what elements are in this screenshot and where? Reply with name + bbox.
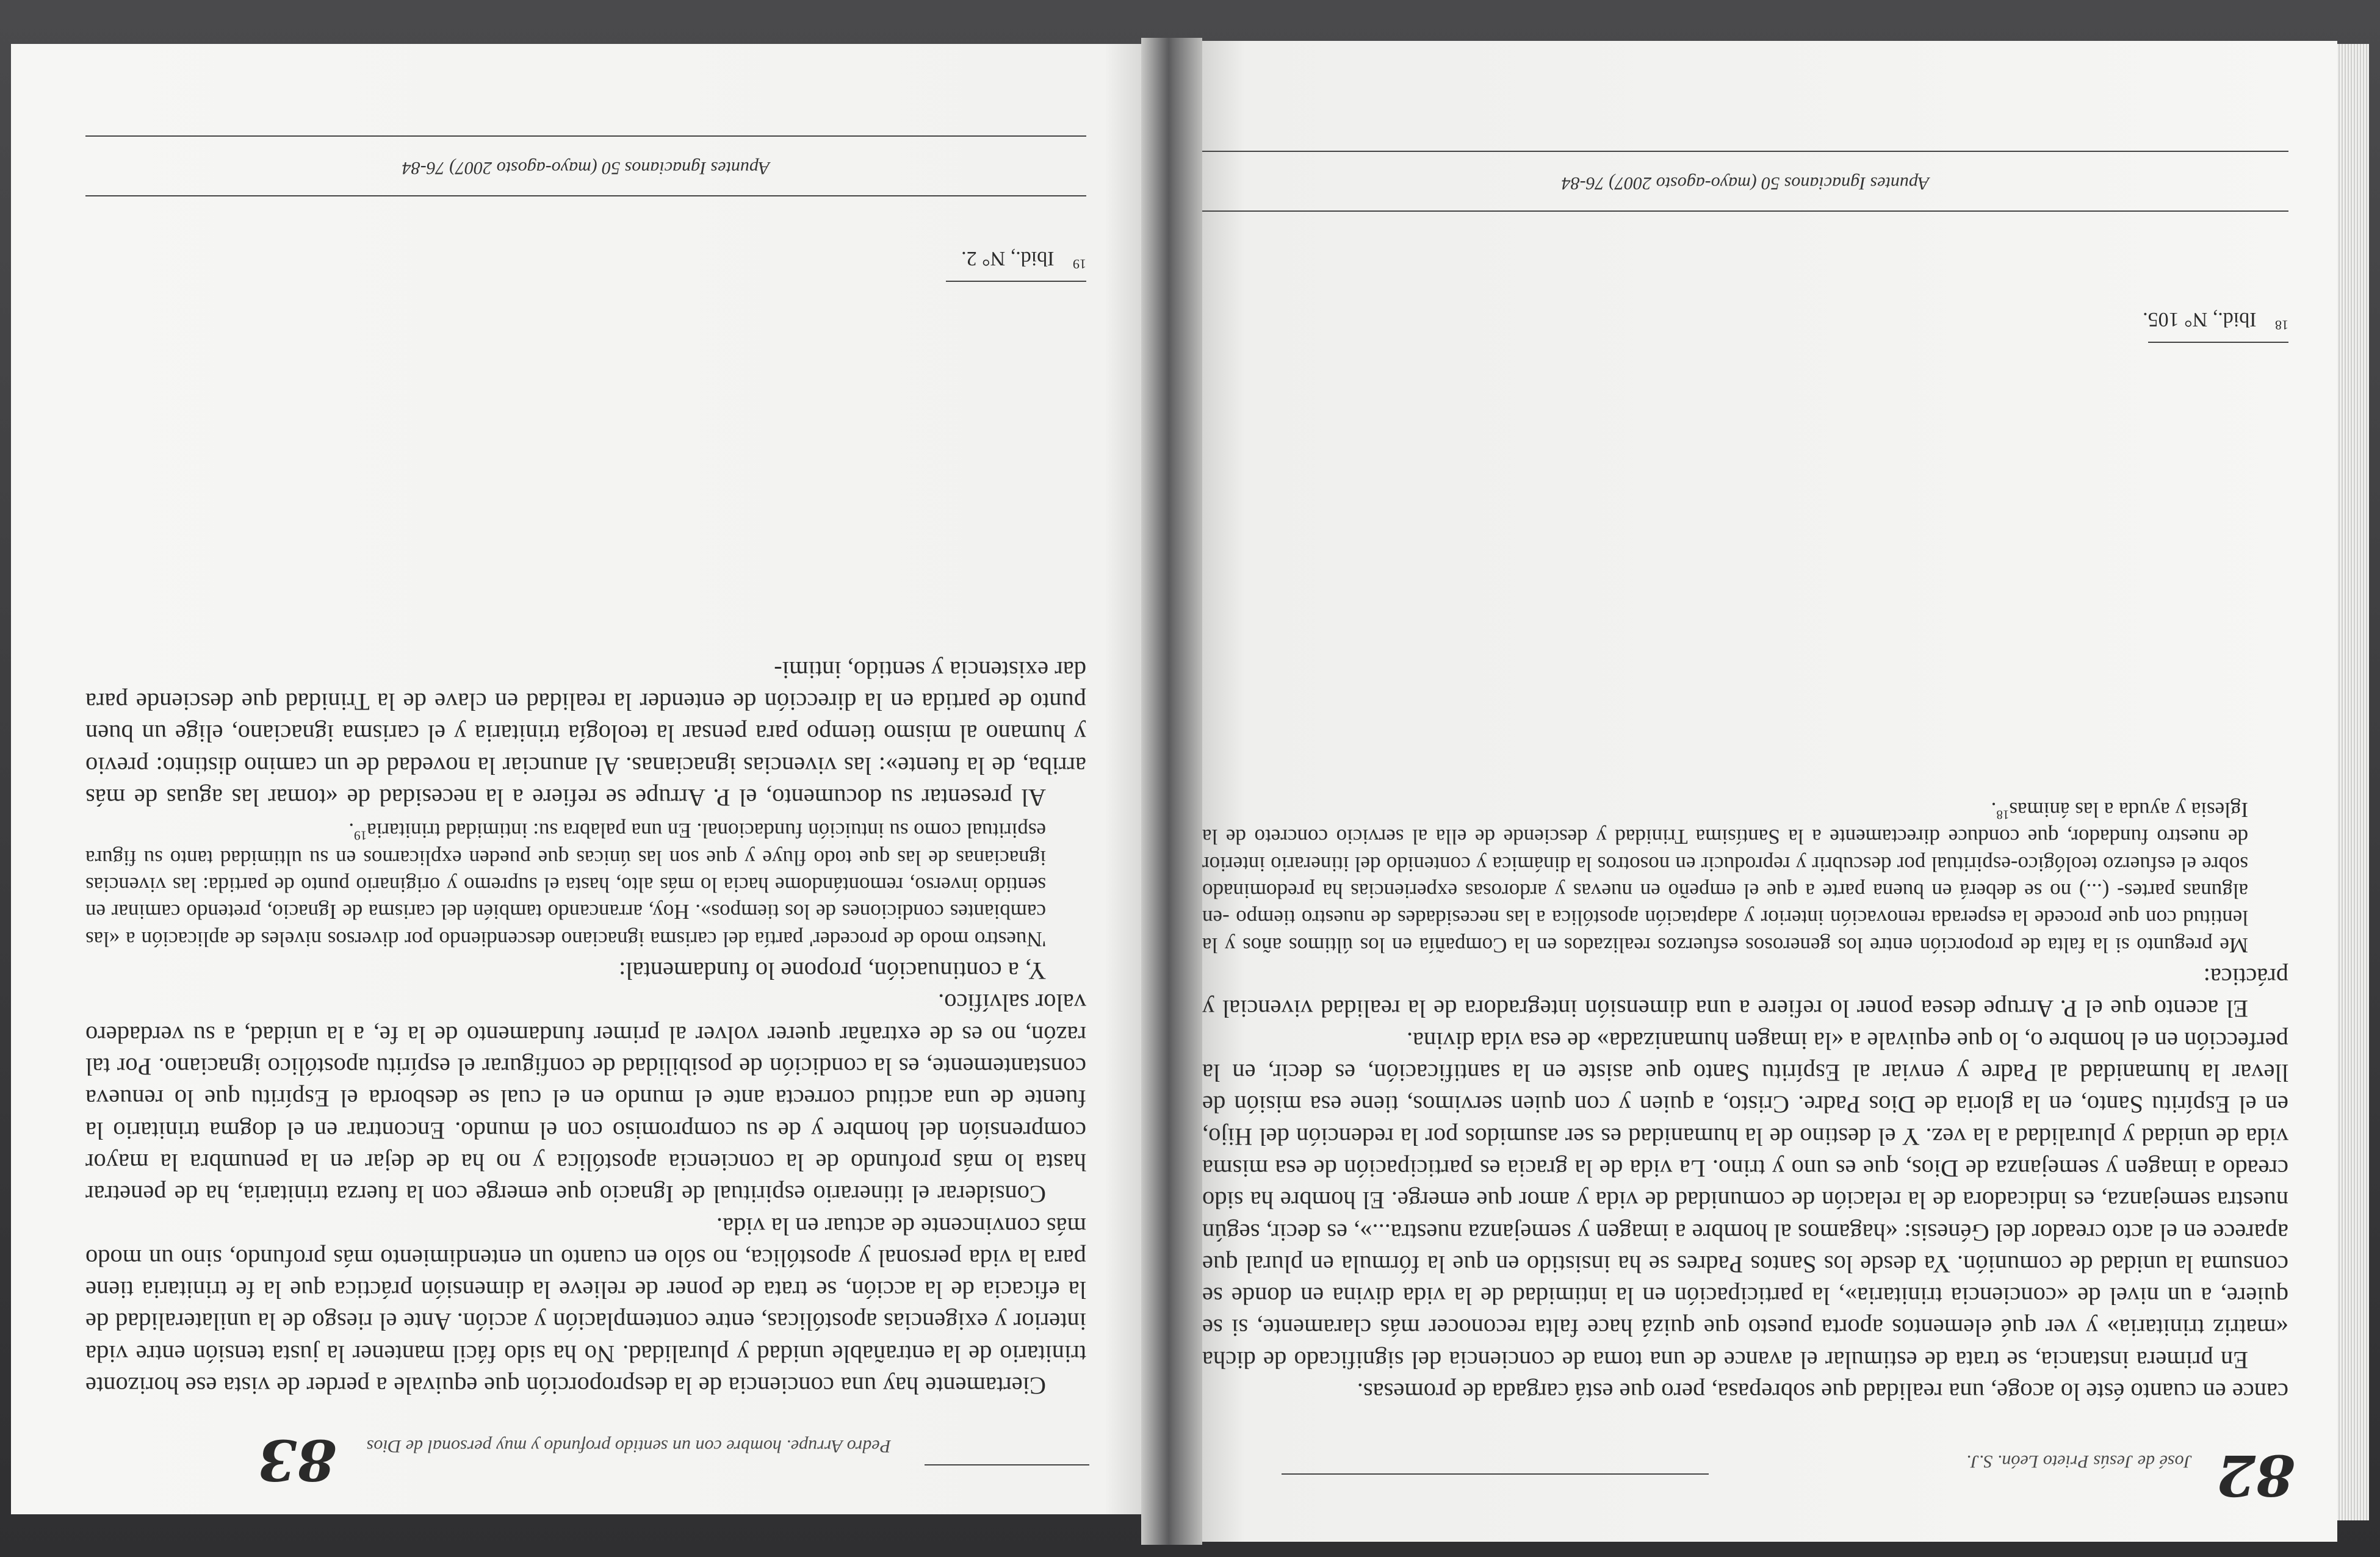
paragraph-text: Al presentar su documento, el P. Arrupe se refiere a la necesidad de «tomar las aguas de más arriba, de la fuente»: las vivencias ignacianas. Al anunciar la novedad de un camino distinto: previo y humano al mismo tiempo para pensar la teología trinitaria y el carisma ignaciano, elige un buen punto de partida en la dirección de entender la realidad en clave de la Trinidad que desciende para dar existencia y sentido, intimi- — [85, 656, 1086, 811]
footer-rule-bottom — [85, 135, 1086, 137]
page-82-body — [1202, 792, 2288, 1408]
header-rule — [925, 1464, 1089, 1465]
paragraph — [1202, 1376, 2288, 1408]
block-quote: 'Nuestro modo de proceder' partía del carisma ignaciano descendiendo por diversos niveles de aplicación a «las cambiantes condiciones de los tiempos». Hoy, arrancando también del carisma de Ignacio, pretendo caminar en sentido inverso, remontándome hacia lo más alto, hasta el supremo y originario punto de partida: las vivencias ignacianas de las que todo fluye y que son las únicas que pueden explicarnos en su ultimidad tanto su figura espiritual como su intuición fundacional. En una palabra su: intimidad trinitaria$^{19}$. — [85, 819, 1046, 951]
page-83 — [11, 44, 1141, 1514]
paragraph — [85, 987, 1086, 1210]
paragraph — [85, 653, 1086, 813]
paragraph-text: Y, a continuación, propone lo fundamental: — [619, 957, 1046, 985]
footnote-text: Ibid., N° 105. — [2143, 308, 2257, 331]
footnote-mark: 18 — [2275, 317, 2288, 333]
footnote-reference: 18 — [1996, 807, 2010, 822]
footer-rule-top — [1202, 210, 2288, 212]
header-rule — [1282, 1473, 1709, 1475]
page-number: 83 — [258, 1427, 336, 1493]
footnote-rule — [946, 281, 1086, 282]
running-head: Pedro Arrupe. hombre con un sentido profundo y muy personal de Dios — [366, 1436, 891, 1456]
page-83-header — [258, 1427, 1092, 1493]
footer-text: Apuntes Ignacianos 50 (mayo-agosto 2007) 76-84 — [1561, 173, 1930, 193]
footnote-rule — [2148, 342, 2288, 343]
paragraph-text: Considerar el itinerario espiritual de Ignacio que emerge con la fuerza trinitaria, ha de penetrar hasta lo más profundo de la conciencia apostólica y no ha de dejar en la penumbra la mayor comprensión del hombre y de su compromiso con el mundo. Encontrar en el dogma trinitario la fuente de una actitud correcta ante el mundo en el cual se desborda el Espíritu que lo renueva constantemente, es la condición de posibilidad de configurar el espíritu apostólico ignaciano. Por tal razón, no es de extrañar querer volver al primer fundamento de la fe, a la unidad, a su verdadero valor salvífico. — [85, 989, 1086, 1209]
page-edges — [2332, 44, 2369, 1520]
footer-rule-top — [85, 195, 1086, 196]
running-head: José de Jesús Prieto León. S.J. — [1966, 1451, 2192, 1472]
paragraph-text: Me pregunto si la falta de proporción entre los generosos esfuerzos realizados en la Compañía en los últimos años y la lentitud con que procede la esperada renovación interior y adaptación apostólica a las necesidades de nuestro tiempo -en algunas partes- (...) no se deberá en buena parte a que el empeño en nuevas y ardorosas experiencias ha predominado sobre el esfuerzo teológico-espiritual por descubrir y reproducir en nosotros la dinámica y contenido del itinerario interior de nuestro fundador, que conduce directamente a la Santísima Trinidad y desciende de ella al servicio concreto de la Iglesia y ayuda a las ánimas — [1202, 797, 2248, 957]
paragraph — [85, 1210, 1086, 1401]
paragraph-text: Ciertamente hay una conciencia de la desproporción que equivale a perder de vista ese horizonte trinitario de la entrañable unidad y pluralidad. No ha sido fácil mantener la justa tensión entre vida interior y exigencias apostólicas, entre contemplación y acción. Ante el riesgo de la unilateralidad de la eficacia de la acción, se trata de poner de relieve la dimensión práctica que la fe trinitaria tiene para la vida personal y apostólica, no sólo en cuanto un entendimiento más profundo, sino un modo más convincente de actuar en la vida. — [85, 1212, 1086, 1400]
footer-rule-bottom — [1202, 151, 2288, 152]
paragraph-text: 'Nuestro modo de proceder' partía del carisma ignaciano descendiendo por diversos niveles de aplicación a «las cambiantes condiciones de los tiempos». Hoy, arrancando también del carisma de Ignacio, pretendo caminar en sentido inverso, remontándome hacia lo más alto, hasta el supremo y originario punto de partida: las vivencias ignacianas de las que todo fluye y que son las únicas que pueden explicarnos en su ultimidad tanto su figura espiritual como su intuición fundacional. En una palabra su: intimidad trinitaria — [85, 819, 1046, 951]
page-83-body — [85, 653, 1086, 1401]
footnote-reference: 19 — [354, 828, 367, 843]
paragraph-text: El acento que el P. Arrupe desea poner lo refiere a una dimensión integradora de la realidad vivencial y práctica: — [1202, 963, 2288, 1023]
page-82-header — [1966, 1442, 2295, 1508]
page-number: 82 — [2216, 1442, 2295, 1508]
footnote-mark: 19 — [1073, 256, 1086, 272]
paragraph — [1202, 1024, 2288, 1375]
footnote-18 — [2143, 307, 2288, 331]
paragraph — [85, 955, 1086, 987]
paragraph-text: En primera instancia, se trata de estimular el avance de una toma de conciencia del significado de dicha «matriz trinitaria» y ver qué elementos aporta puesto que quizá hace falta reconocer más claramente, si se quiere, a un nivel de «conciencia trinitaria», la participación en la intimidad de la vida divina en donde se consuma la unidad de comunión. Ya desde los Santos Padres se ha insistido en que la fórmula en plural que aparece en el acto creador del Génesis: «hagamos al hombre a imagen y semejanza nuestra...», es decir, según nuestra semejanza, es indicadora de la relación de comunidad de vida y amor que emerge. El hombre ha sido creado a imagen y semejanza de Dios, que es uno y trino. La vida de la gracia es participación de esa misma vida de unidad y pluralidad a la vez. Y el destino de la humanidad es ser asumidos por la redención del Hijo, en el Espíritu Santo, en la gloria de Dios Padre. Cristo, a quien y con quien servimos, tiene esa misión de llevar la humanidad al Padre y enviar al Espíritu Santo que asiste en la santificación, es decir, en la perfección en el hombre o, lo que equivale a «la imagen humanizada» de esa vida divina. — [1202, 1027, 2288, 1374]
block-quote: Me pregunto si la falta de proporción entre los generosos esfuerzos realizados en la Compañía en los últimos años y la lentitud con que procede la esperada renovación interior y adaptación apostólica a las necesidades de nuestro tiempo -en algunas partes- (...) no se deberá en buena parte a que el empeño en nuevas y ardorosas experiencias ha predominado sobre el esfuerzo teológico-espiritual por descubrir y reproducir en nosotros la dinámica y contenido del itinerario interior de nuestro fundador, que conduce directamente a la Santísima Trinidad y desciende de ella al servicio concreto de la Iglesia y ayuda a las ánimas$^{18}$. — [1202, 797, 2248, 957]
paragraph — [1202, 961, 2288, 1025]
footnote-19 — [961, 246, 1086, 270]
footer-text: Apuntes Ignacianos 50 (mayo-agosto 2007) 76-84 — [402, 158, 770, 178]
footnote-text: Ibid., N° 2. — [961, 247, 1055, 270]
page-82 — [1202, 41, 2337, 1542]
paragraph-text: cance en cuanto éste lo acoge, una realidad que sobrepasa, pero que está cargada de promesas. — [1357, 1378, 2288, 1406]
book-gutter — [1141, 38, 1202, 1545]
